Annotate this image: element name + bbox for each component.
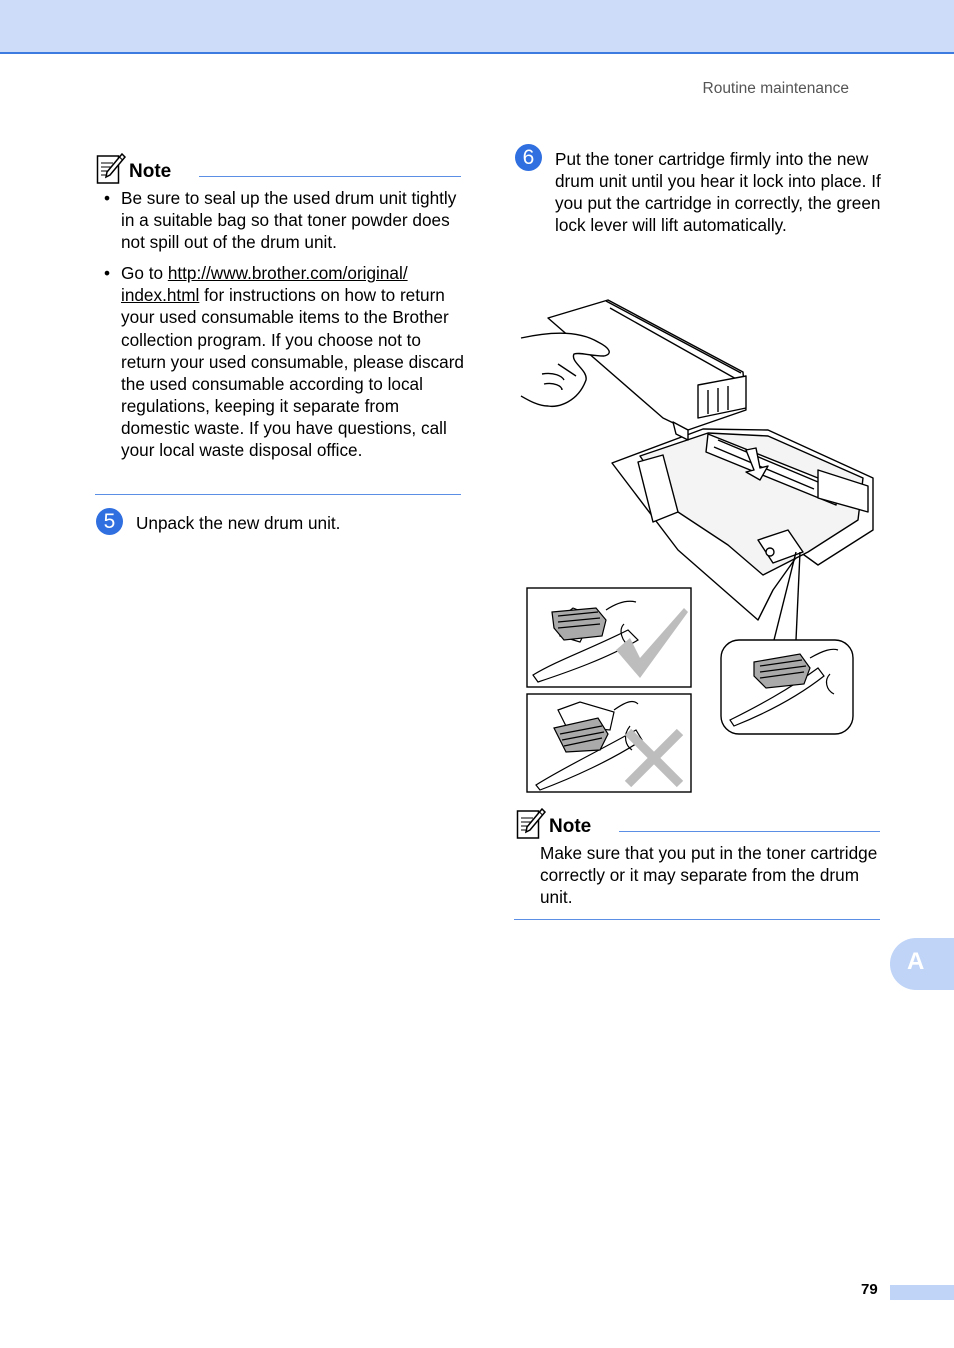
hand-drawing (521, 333, 609, 406)
note-bullet-list (96, 187, 466, 470)
bullet-text: for instructions on how to return your used consumable items to the Brother collection program. If you choose not to return your used consumable, please discard the used consumable according to local regulations, keeping it separate from domestic waste. If you have questions, call your local waste disposal office. (121, 285, 464, 461)
appendix-side-tab (890, 938, 954, 990)
note-pad-icon (516, 808, 546, 840)
footer-bar (890, 1285, 954, 1300)
note-heading (516, 806, 591, 840)
bullet-text: Be sure to seal up the used drum unit tightly in a suitable bag so that toner powder does not spill out of the drum unit. (121, 188, 457, 253)
bullet-dot: • (104, 263, 111, 284)
recycle-link[interactable]: http://www.brother.com/original/ (167, 263, 408, 284)
note-end-rule (514, 919, 880, 920)
running-header: Routine maintenance (702, 80, 849, 97)
recycle-link-continued[interactable]: index.html (121, 285, 200, 306)
appendix-letter: A (907, 948, 925, 975)
note-heading (96, 151, 171, 185)
note-text: Make sure that you put in the toner cartridge correctly or it may separate from the drum unit. (540, 843, 878, 908)
note-pad-icon (96, 153, 126, 185)
page-number: 79 (861, 1281, 878, 1298)
step-number-badge: 6 (515, 144, 542, 171)
note-rule (199, 176, 461, 177)
step-text: Put the toner cartridge firmly into the new drum unit until you hear it lock into place. If you put the cartridge in correctly, the green lock lever will lift automatically. (555, 149, 881, 236)
note-label: Note (549, 816, 592, 837)
header-band (0, 0, 954, 54)
list-item (96, 262, 466, 461)
bullet-prefix: Go to (121, 263, 168, 284)
lever-callout-zoom (721, 640, 853, 734)
step-text: Unpack the new drum unit. (136, 513, 341, 533)
note-rule (619, 831, 880, 832)
note-label: Note (129, 161, 172, 182)
toner-drum-illustration (518, 290, 878, 798)
note-end-rule (95, 494, 461, 495)
bullet-dot: • (104, 188, 111, 208)
incorrect-lever-panel (527, 694, 691, 792)
step-number-badge: 5 (96, 508, 123, 535)
list-item (96, 187, 466, 253)
correct-lever-panel (527, 588, 691, 687)
